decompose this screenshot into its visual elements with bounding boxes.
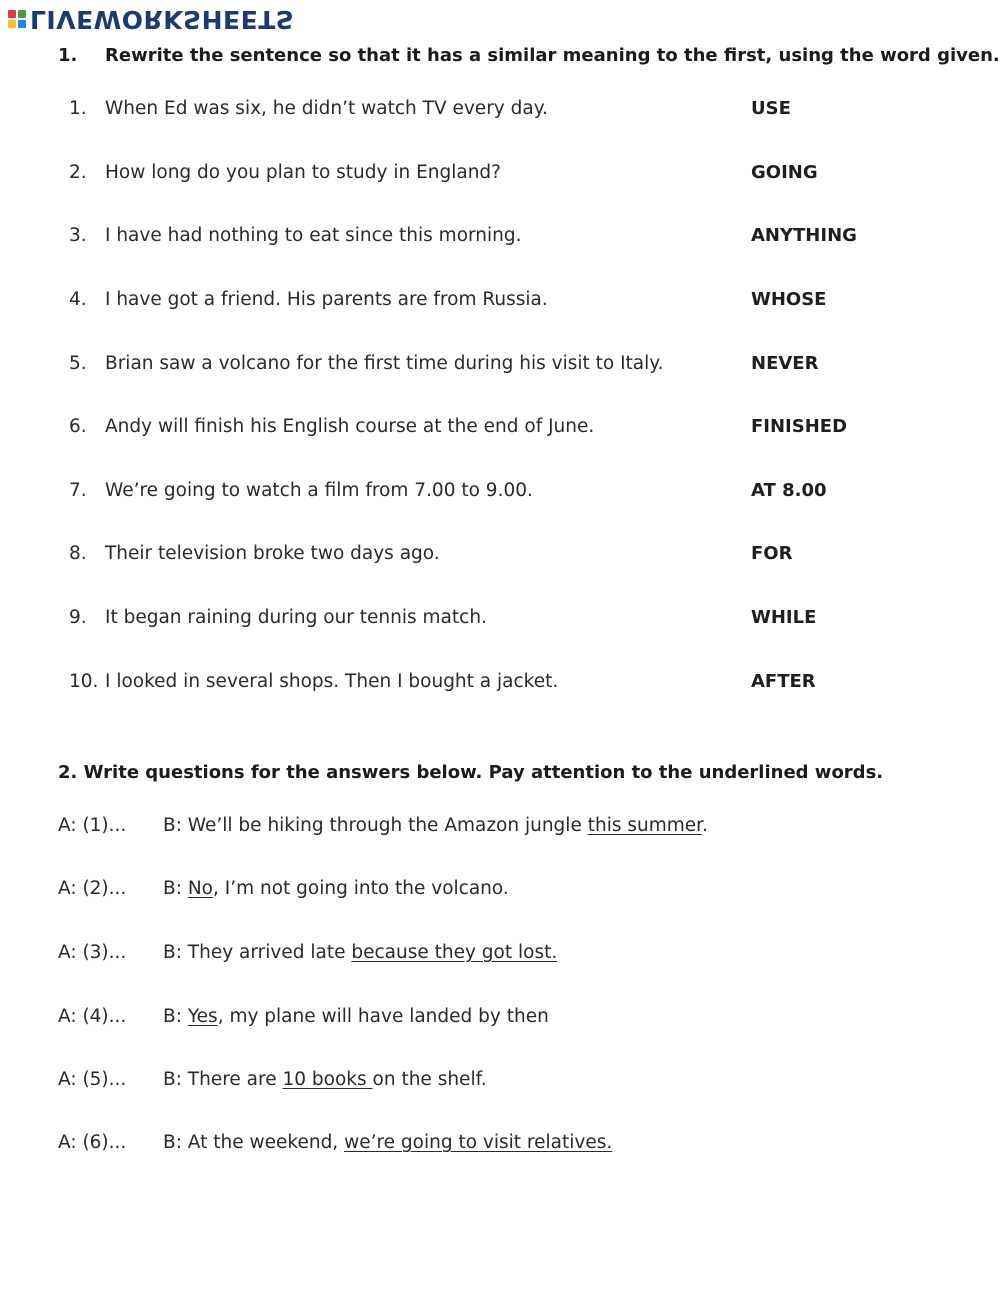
item-number: 3. [69, 225, 87, 246]
underlined-words: we’re going to visit relatives. [344, 1132, 613, 1153]
answer-suffix: on the shelf. [372, 1069, 487, 1090]
section1-number: 1. [58, 45, 78, 66]
section1-heading [58, 45, 1000, 66]
question-blank: A: (6)... [58, 1132, 127, 1153]
item-sentence: When Ed was six, he didn’t watch TV every day. [105, 98, 548, 119]
logo-text: LIVEWORKSHEETS [30, 4, 295, 34]
exercise-row [0, 225, 1000, 253]
item-sentence: I have got a friend. His parents are from Russia. [105, 289, 548, 310]
item-keyword: AT 8.00 [751, 480, 827, 501]
answer-text [163, 942, 557, 963]
item-keyword: USE [751, 98, 791, 119]
item-keyword: WHOSE [751, 289, 827, 310]
item-sentence: It began raining during our tennis match. [105, 607, 487, 628]
exercise-row [0, 480, 1000, 508]
underlined-words: Yes [187, 1006, 218, 1027]
item-keyword: FOR [751, 543, 793, 564]
answer-suffix: , my plane will have landed by then [217, 1006, 549, 1027]
item-sentence: Brian saw a volcano for the first time during his visit to Italy. [105, 353, 664, 374]
answer-suffix: . [702, 815, 708, 836]
logo-block [8, 20, 16, 28]
item-sentence: We’re going to watch a film from 7.00 to 9.00. [105, 480, 533, 501]
exercise-row [0, 607, 1000, 635]
item-number: 7. [69, 480, 87, 501]
exercise-row [0, 289, 1000, 317]
question-blank: A: (4)... [58, 1006, 127, 1027]
qa-row [0, 815, 1000, 843]
answer-text [163, 815, 708, 836]
section1-title: Rewrite the sentence so that it has a similar meaning to the first, using the word given. [105, 45, 1000, 66]
answer-text [163, 1006, 549, 1027]
item-number: 9. [69, 607, 87, 628]
exercise-row [0, 543, 1000, 571]
underlined-words: because they got lost. [351, 942, 558, 963]
answer-prefix: B: There are [163, 1069, 283, 1090]
answer-prefix: B: They arrived late [163, 942, 352, 963]
qa-row [0, 942, 1000, 970]
item-keyword: WHILE [751, 607, 817, 628]
exercise-row [0, 98, 1000, 126]
underlined-words: this summer [587, 815, 703, 836]
qa-row [0, 878, 1000, 906]
logo-blocks-icon [8, 10, 26, 28]
qa-row [0, 1069, 1000, 1097]
item-sentence: Their television broke two days ago. [105, 543, 440, 564]
item-number: 4. [69, 289, 87, 310]
answer-prefix: B: [163, 1006, 188, 1027]
underlined-words: No [187, 878, 213, 899]
underlined-words: 10 books [282, 1069, 373, 1090]
item-number: 2. [69, 162, 87, 183]
answer-text [163, 1069, 487, 1090]
exercise-row [0, 162, 1000, 190]
logo-block [8, 10, 16, 18]
liveworksheets-logo [8, 4, 294, 34]
item-keyword: AFTER [751, 671, 816, 692]
item-keyword: NEVER [751, 353, 819, 374]
item-sentence: I looked in several shops. Then I bought a jacket. [105, 671, 559, 692]
question-blank: A: (3)... [58, 942, 127, 963]
exercise-row [0, 416, 1000, 444]
qa-row [0, 1132, 1000, 1160]
question-blank: A: (2)... [58, 878, 127, 899]
logo-block [18, 10, 26, 18]
qa-row [0, 1006, 1000, 1034]
item-number: 10. [69, 671, 99, 692]
item-keyword: ANYTHING [751, 225, 857, 246]
answer-text [163, 878, 509, 899]
item-keyword: GOING [751, 162, 818, 183]
question-blank: A: (1)... [58, 815, 127, 836]
item-sentence: How long do you plan to study in England? [105, 162, 501, 183]
answer-prefix: B: We’ll be hiking through the Amazon jungle [163, 815, 588, 836]
answer-suffix: , I’m not going into the volcano. [212, 878, 509, 899]
item-number: 1. [69, 98, 87, 119]
section2-title: 2. Write questions for the answers below. Pay attention to the underlined words. [58, 762, 884, 783]
item-sentence: Andy will finish his English course at the end of June. [105, 416, 595, 437]
item-keyword: FINISHED [751, 416, 848, 437]
exercise-row [0, 671, 1000, 699]
answer-prefix: B: [163, 878, 188, 899]
item-sentence: I have had nothing to eat since this morning. [105, 225, 522, 246]
exercise-row [0, 353, 1000, 381]
item-number: 5. [69, 353, 87, 374]
item-number: 8. [69, 543, 87, 564]
item-number: 6. [69, 416, 87, 437]
question-blank: A: (5)... [58, 1069, 127, 1090]
answer-text [163, 1132, 612, 1153]
answer-prefix: B: At the weekend, [163, 1132, 345, 1153]
logo-block [18, 20, 26, 28]
